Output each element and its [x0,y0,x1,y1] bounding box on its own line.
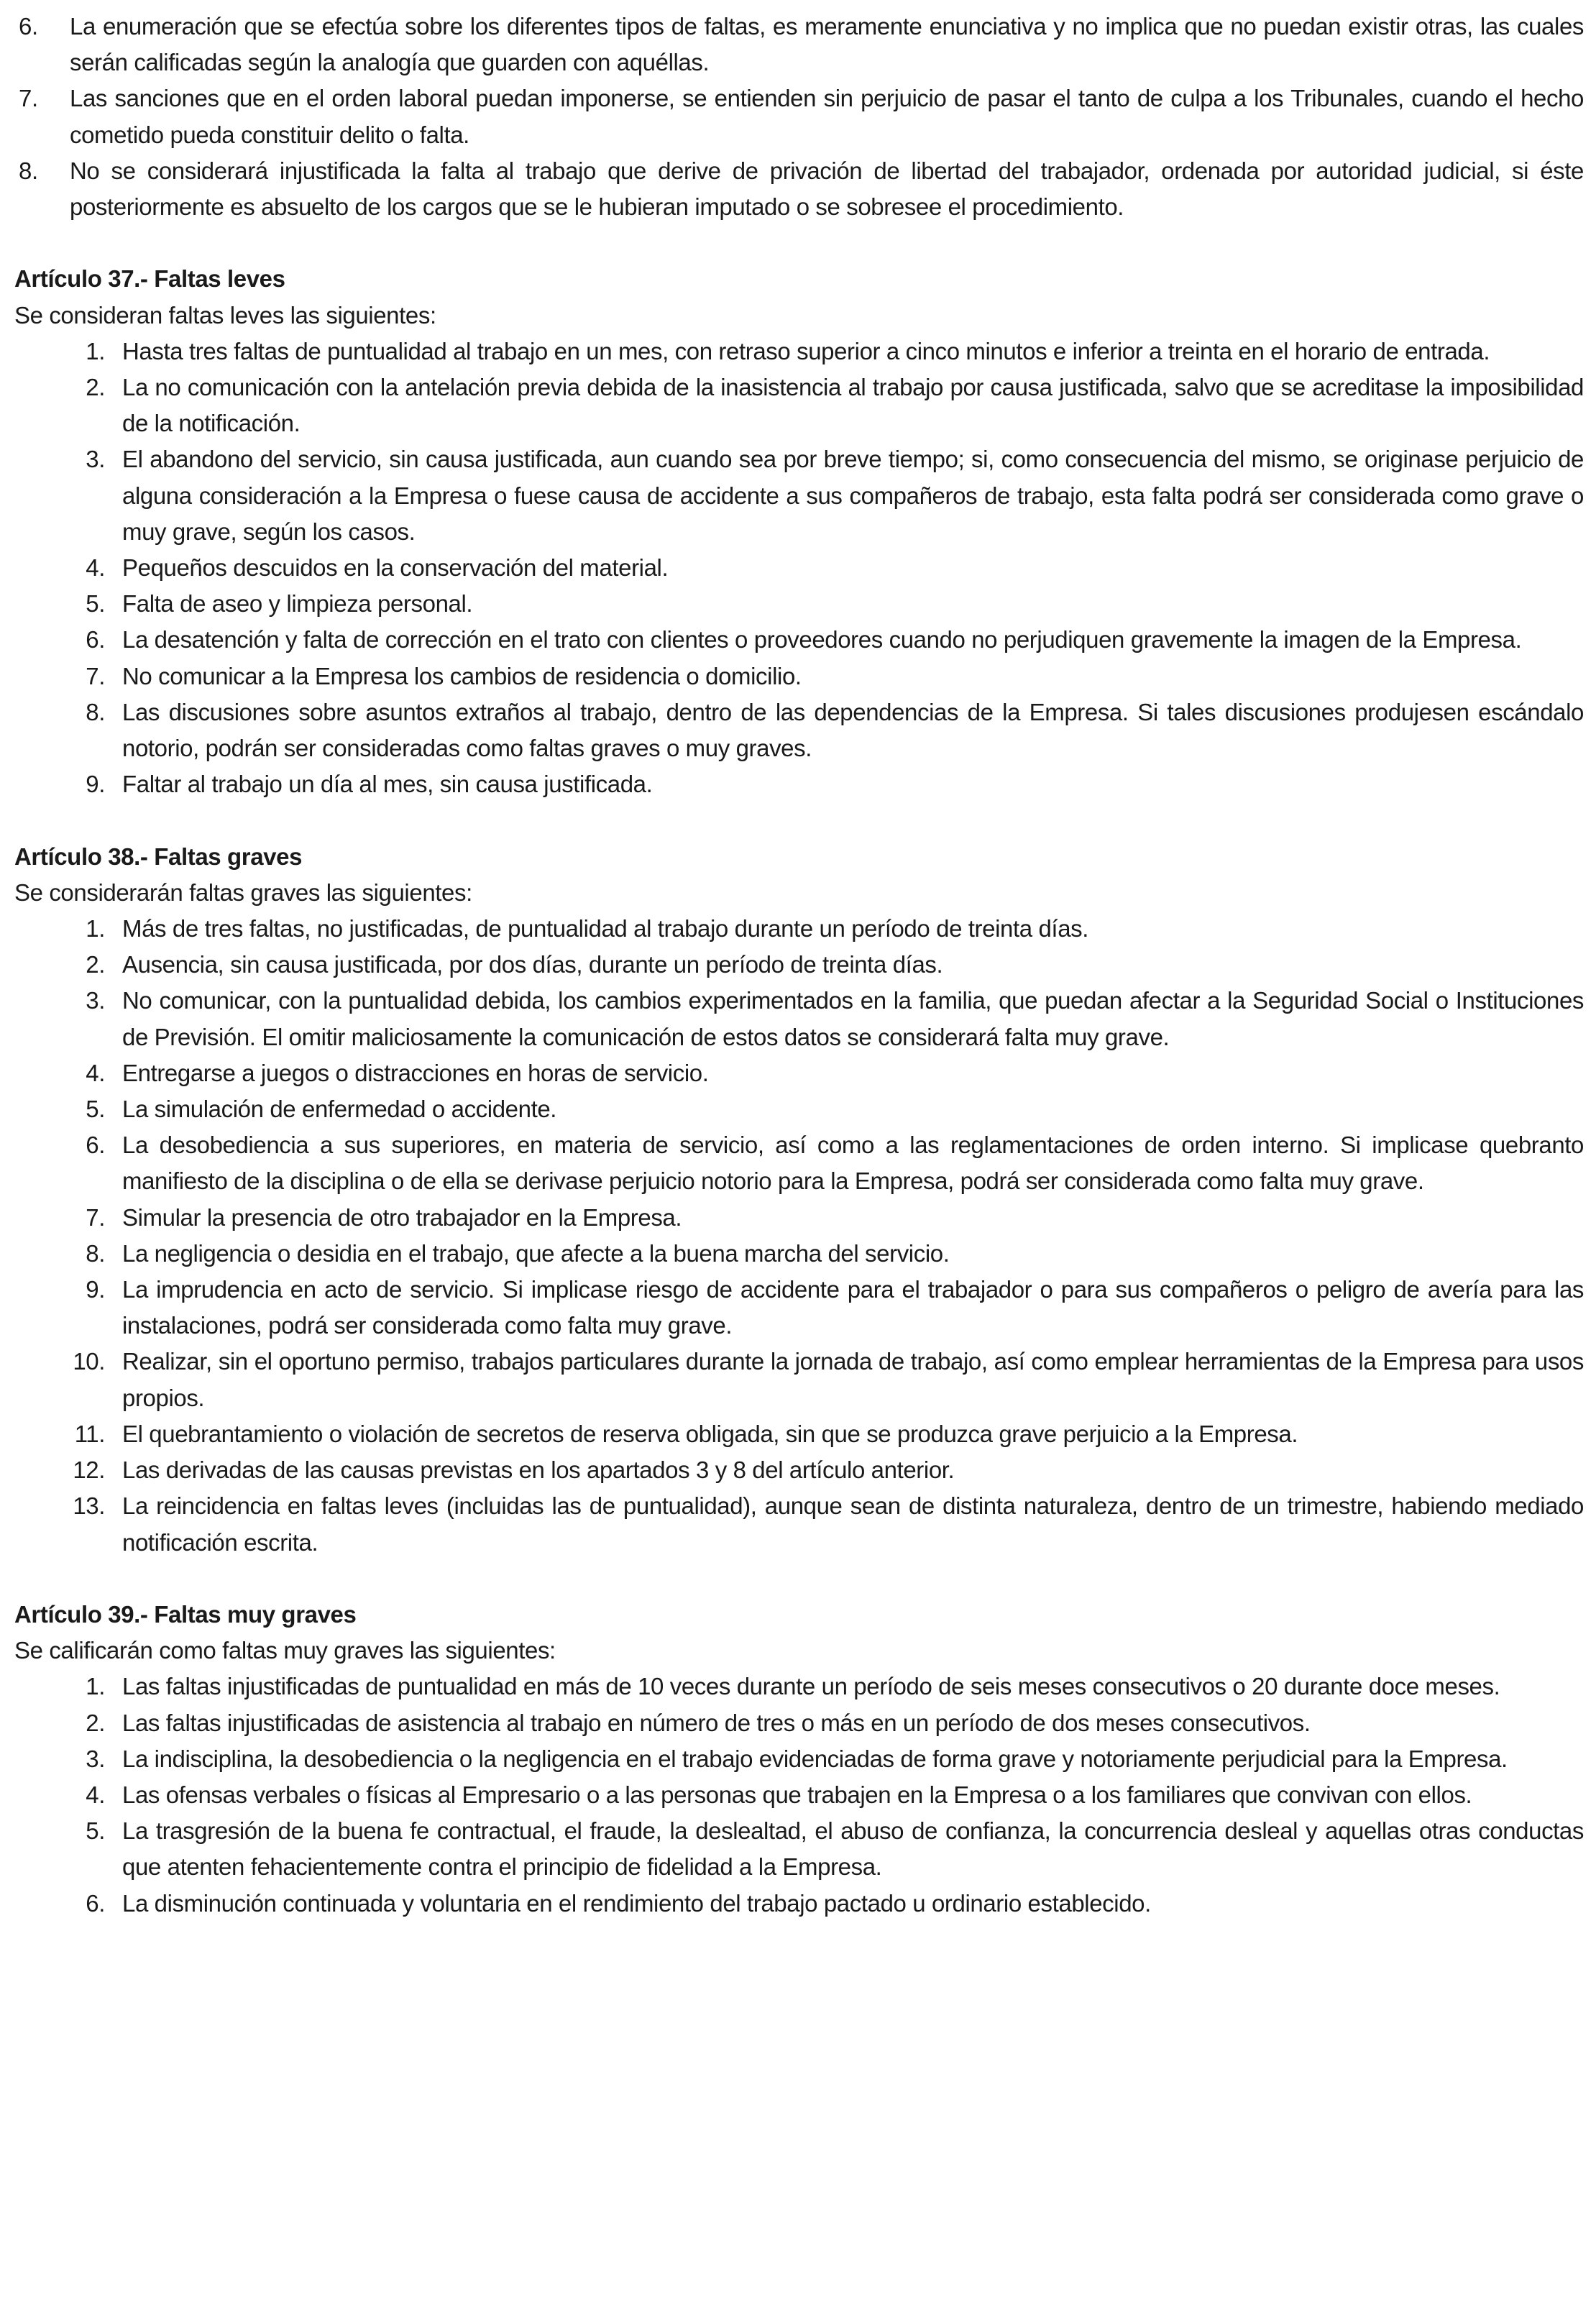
list-item-number: 1. [86,1673,105,1700]
list-item [14,1705,1584,1741]
list-item [14,1813,1584,1885]
list-item-number: 1. [86,337,105,364]
article-intro: Se considerarán faltas graves las siguientes: [14,879,472,906]
list-item-number: 2. [86,1709,105,1736]
list-item-text: Realizar, sin el oportuno permiso, trabajos particulares durante la jornada de trabajo, así como emplear herramientas de la Empresa para usos propios. [122,1348,1584,1411]
article-heading: Artículo 39.- Faltas muy graves [14,1600,357,1628]
list-item-text: Faltar al trabajo un día al mes, sin causa justificada. [122,771,653,798]
list-item-text: Las ofensas verbales o físicas al Empresario o a las personas que trabajen en la Empresa o a los familiares que convivan con ellos. [122,1781,1472,1808]
list-item [14,911,1584,947]
list-item-text: La desatención y falta de corrección en el trato con clientes o proveedores cuando no perjudiquen gravemente la imagen de la Empresa. [122,626,1522,653]
article-intro: Se calificarán como faltas muy graves las siguientes: [14,1637,556,1664]
list-item-text: La imprudencia en acto de servicio. Si implicase riesgo de accidente para el trabajador o para sus compañeros o peligro de avería para las instalaciones, podrá ser considerada como falta muy grave. [122,1276,1584,1339]
article-list [14,334,1584,803]
article-intro: Se consideran faltas leves las siguientes: [14,301,436,329]
list-item-text: El abandono del servicio, sin causa justificada, aun cuando sea por breve tiempo; si, como consecuencia del mismo, se originase perjuicio de alguna consideración a la Empresa o fuese causa de accidente a sus compañeros de trabajo, esta falta podrá ser considerada como grave o muy grave, según los casos. [122,446,1584,545]
list-item-number: 3. [86,1745,105,1772]
list-item [14,9,1584,81]
article-list [14,1669,1584,1921]
list-item [14,659,1584,694]
list-item-number: 11. [74,1420,105,1447]
list-item-text: La reincidencia en faltas leves (incluidas las de puntualidad), aunque sean de distinta naturaleza, dentro de un trimestre, habiendo mediado notificación escrita. [122,1492,1584,1556]
list-item-text: Entregarse a juegos o distracciones en horas de servicio. [122,1059,709,1086]
list-item-number: 9. [86,1276,105,1303]
list-item-text: La no comunicación con la antelación previa debida de la inasistencia al trabajo por causa justificada, salvo que se acreditase la imposibilidad de la notificación. [122,374,1584,437]
list-item-text: No comunicar a la Empresa los cambios de residencia o domicilio. [122,662,802,689]
list-item-text: Las faltas injustificadas de puntualidad en más de 10 veces durante un período de seis meses consecutivos o 20 durante doce meses. [122,1673,1500,1700]
list-item-text: Las discusiones sobre asuntos extraños al trabajo, dentro de las dependencias de la Empresa. Si tales discusiones produjesen escándalo notorio, podrán ser consideradas como faltas graves o muy graves. [122,698,1584,762]
list-item [14,1272,1584,1344]
list-item-number: 7. [19,85,38,112]
list-item [14,441,1584,550]
list-item-text: La negligencia o desidia en el trabajo, que afecte a la buena marcha del servicio. [122,1239,950,1267]
list-item [14,1777,1584,1813]
list-item [14,1886,1584,1922]
list-item [14,1416,1584,1452]
list-item-text: Las sanciones que en el orden laboral puedan imponerse, se entienden sin perjuicio de pasar el tanto de culpa a los Tribunales, cuando el hecho cometido pueda constituir delito o falta. [70,85,1584,148]
list-item [14,766,1584,802]
list-item [14,586,1584,622]
list-item-text: La enumeración que se efectúa sobre los diferentes tipos de faltas, es meramente enunciativa y no implica que no puedan existir otras, las cuales serán calificadas según la analogía que guarden con aquéllas. [70,13,1584,76]
list-item-number: 6. [86,1889,105,1917]
list-item-number: 7. [86,662,105,689]
list-item-text: Más de tres faltas, no justificadas, de puntualidad al trabajo durante un período de treinta días. [122,915,1089,942]
list-item [14,1055,1584,1091]
list-item-number: 7. [86,1203,105,1231]
list-item-number: 8. [86,698,105,725]
list-item-number: 10. [73,1348,105,1375]
list-item-number: 5. [86,1096,105,1123]
list-item [14,1236,1584,1272]
list-item [14,1452,1584,1488]
article-section [14,839,1584,1561]
list-item-number: 4. [86,1059,105,1086]
list-item-number: 1. [86,915,105,942]
list-item-number: 13. [73,1492,105,1520]
list-item-number: 3. [86,987,105,1014]
list-item-number: 5. [86,590,105,618]
list-item-number: 2. [86,374,105,401]
list-item-text: Hasta tres faltas de puntualidad al trabajo en un mes, con retraso superior a cinco minutos e inferior a treinta en el horario de entrada. [122,337,1490,364]
list-item [14,983,1584,1055]
list-item-text: La indisciplina, la desobediencia o la negligencia en el trabajo evidenciadas de forma grave y notoriamente perjudicial para la Empresa. [122,1745,1508,1772]
list-item-number: 2. [86,951,105,978]
list-item-number: 8. [86,1239,105,1267]
list-item [14,550,1584,586]
list-item-number: 6. [86,1132,105,1159]
article-section [14,1597,1584,1922]
list-item-text: Las derivadas de las causas previstas en los apartados 3 y 8 del artículo anterior. [122,1457,955,1484]
list-item-number: 6. [19,13,38,40]
list-item-number: 4. [86,554,105,582]
article-heading: Artículo 38.- Faltas graves [14,843,303,870]
article-list [14,911,1584,1561]
list-item [14,153,1584,225]
list-item-number: 4. [86,1781,105,1808]
list-item-text: No comunicar, con la puntualidad debida, los cambios experimentados en la familia, que puedan afectar a la Seguridad Social o Instituciones de Previsión. El omitir maliciosamente la comunicación de estos datos se considerará falta muy grave. [122,987,1584,1050]
list-item-number: 5. [86,1817,105,1845]
list-item-text: La trasgresión de la buena fe contractual, el fraude, la deslealtad, el abuso de confianza, la concurrencia desleal y aquellas otras conductas que atenten fehacientemente contra el principio de fidelidad a la Empresa. [122,1817,1584,1881]
list-item-text: La simulación de enfermedad o accidente. [122,1096,557,1123]
list-item-text: Las faltas injustificadas de asistencia al trabajo en número de tres o más en un período de dos meses consecutivos. [122,1709,1311,1736]
list-item [14,1127,1584,1199]
list-item-text: El quebrantamiento o violación de secretos de reserva obligada, sin que se produzca grave perjuicio a la Empresa. [122,1420,1298,1447]
list-item-number: 3. [86,446,105,473]
list-item-text: La disminución continuada y voluntaria en el rendimiento del trabajo pactado u ordinario establecido. [122,1889,1151,1917]
list-item-text: La desobediencia a sus superiores, en materia de servicio, así como a las reglamentaciones de orden interno. Si implicase quebranto manifiesto de la disciplina o de ella se derivase perjuicio notorio para la Empresa, podrá ser considerada como falta muy grave. [122,1132,1584,1195]
list-item [14,1488,1584,1560]
list-item-number: 6. [86,626,105,653]
intro-list [14,9,1584,225]
list-item-text: Simular la presencia de otro trabajador en la Empresa. [122,1203,682,1231]
list-item [14,694,1584,766]
list-item [14,370,1584,441]
list-item-number: 8. [19,157,38,184]
list-item [14,81,1584,152]
list-item-text: Ausencia, sin causa justificada, por dos días, durante un período de treinta días. [122,951,943,978]
list-item [14,1741,1584,1777]
list-item [14,622,1584,658]
article-section [14,261,1584,802]
list-item [14,1200,1584,1236]
list-item [14,1344,1584,1416]
list-item [14,334,1584,370]
list-item [14,947,1584,983]
article-heading: Artículo 37.- Faltas leves [14,265,285,293]
list-item-text: No se considerará injustificada la falta al trabajo que derive de privación de libertad del trabajador, ordenada por autoridad judicial, si éste posteriormente es absuelto de los cargos que se le hubieran imputado o se sobresee el procedimiento. [70,157,1584,221]
list-item-text: Pequeños descuidos en la conservación del material. [122,554,669,582]
list-item-text: Falta de aseo y limpieza personal. [122,590,473,618]
list-item-number: 12. [73,1457,105,1484]
list-item [14,1669,1584,1705]
list-item-number: 9. [86,771,105,798]
list-item [14,1091,1584,1127]
articles [14,261,1584,1921]
